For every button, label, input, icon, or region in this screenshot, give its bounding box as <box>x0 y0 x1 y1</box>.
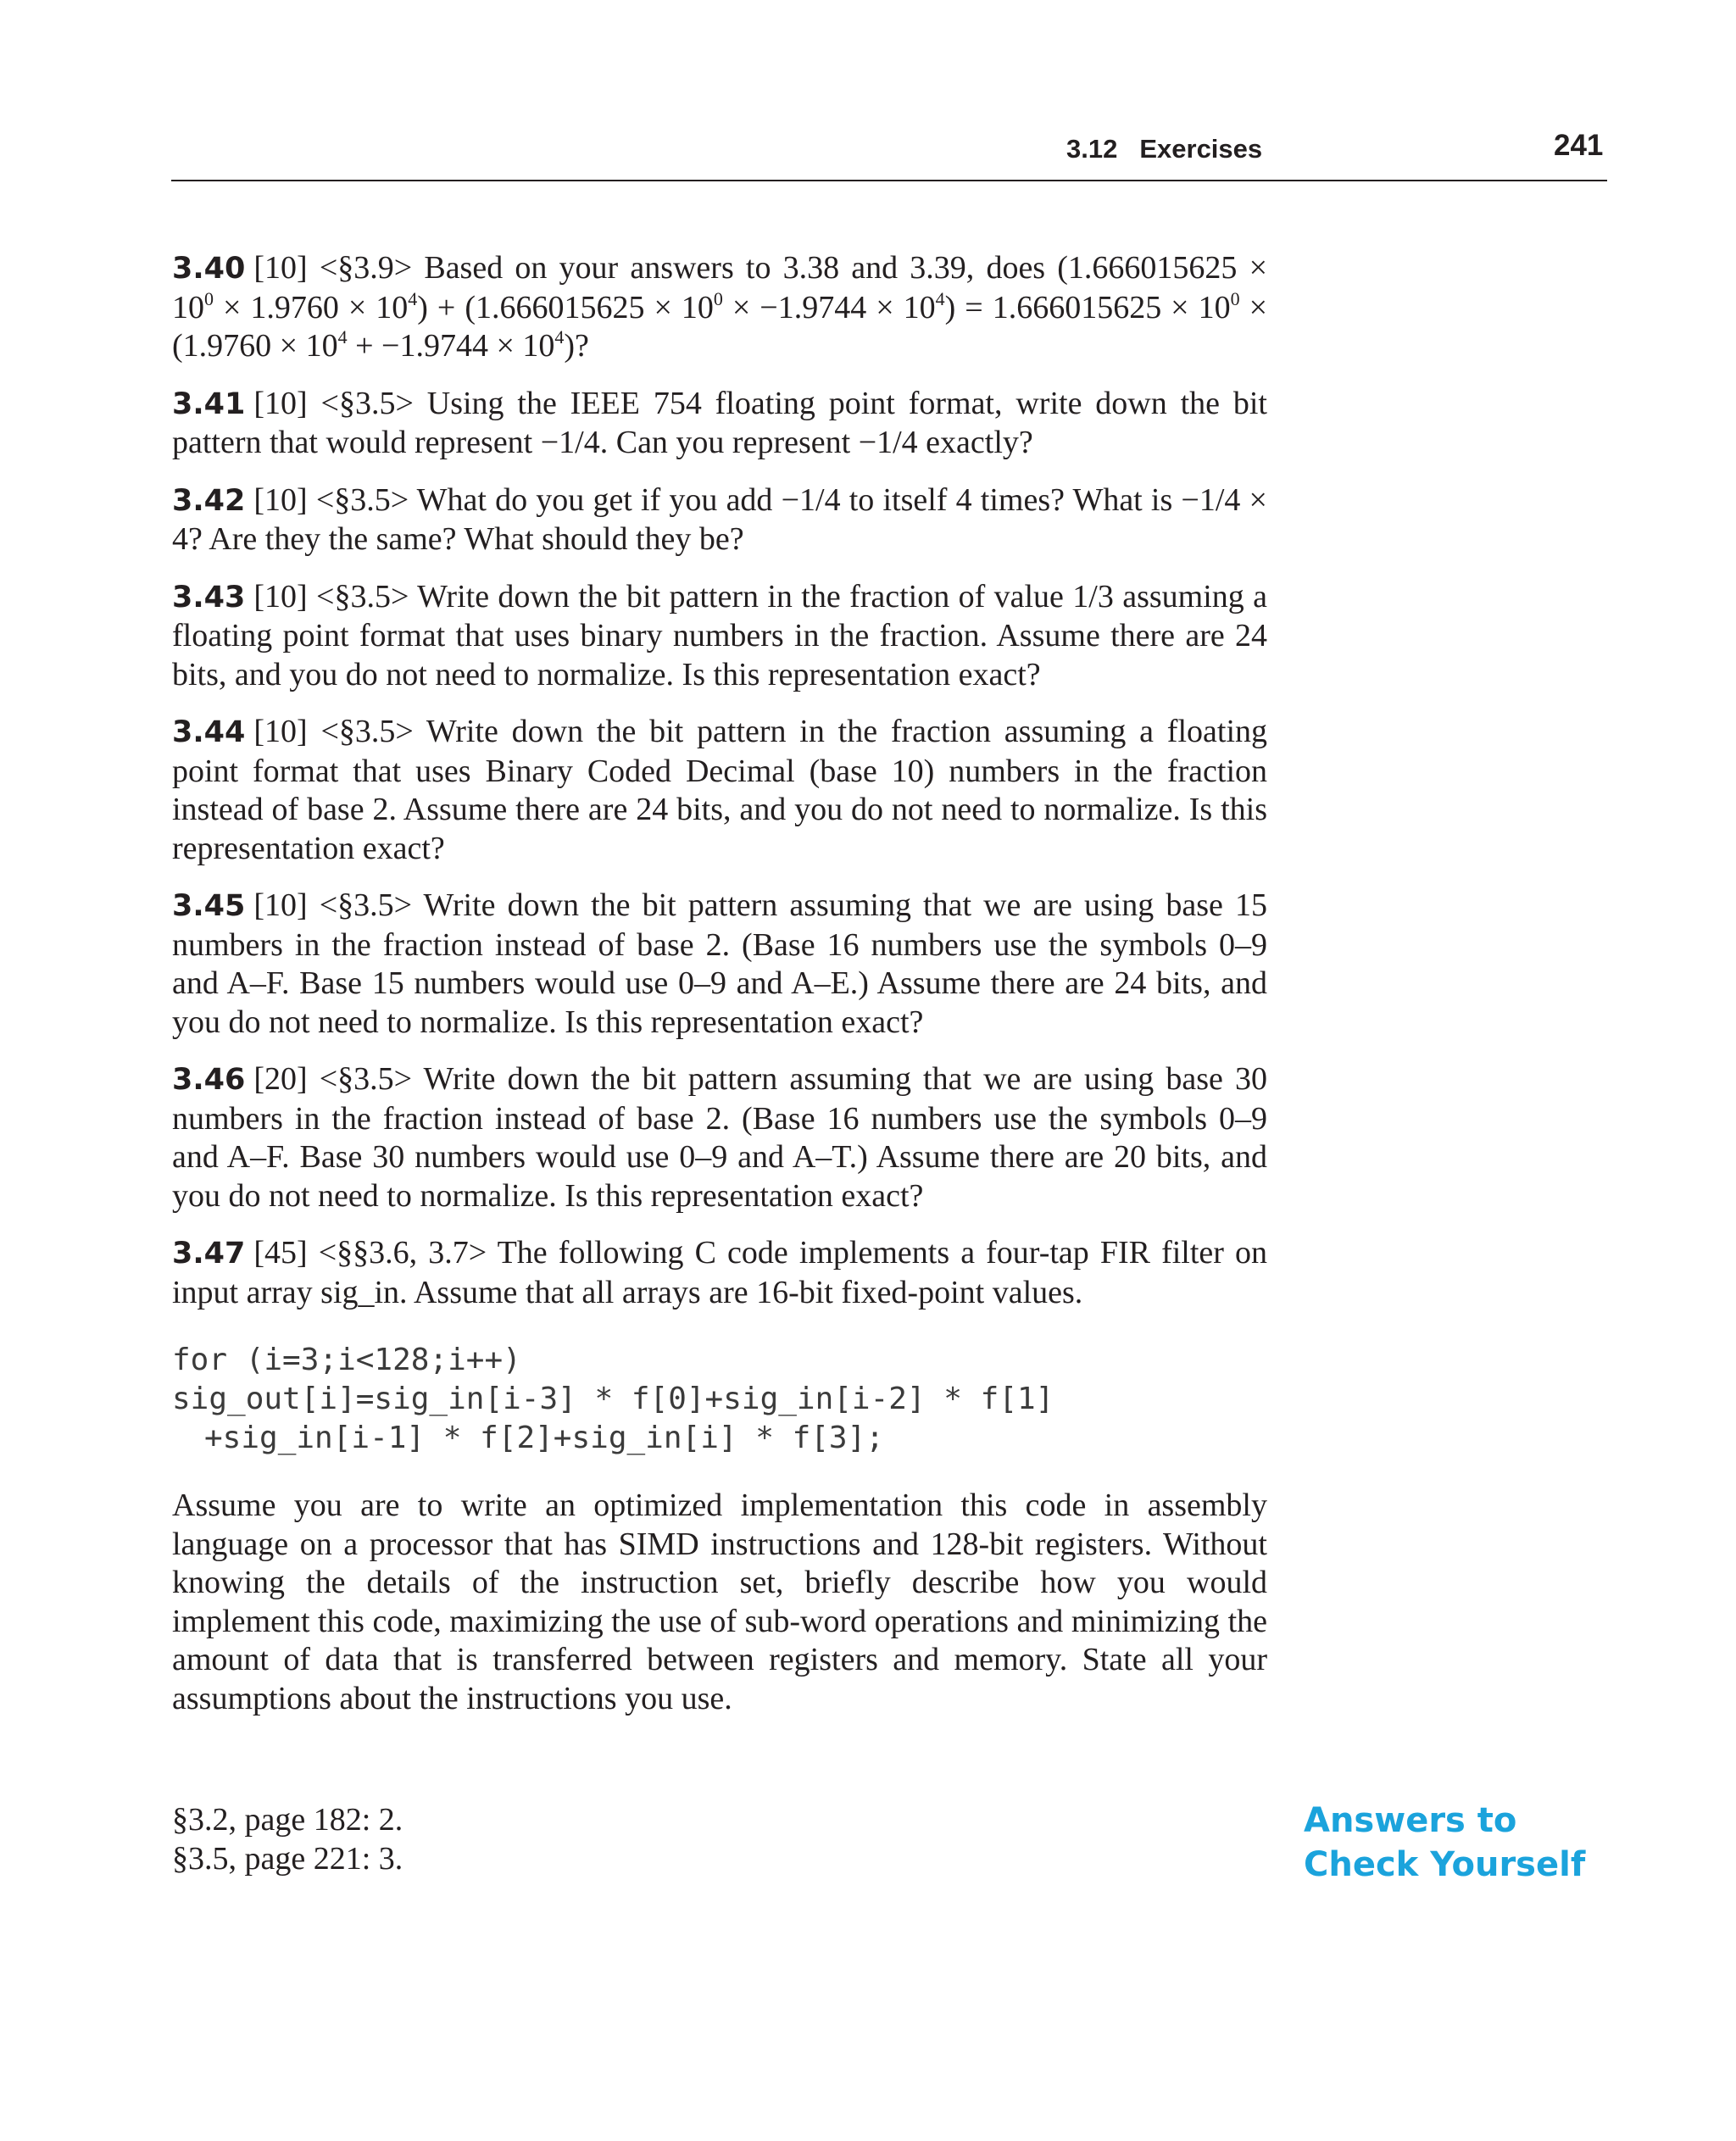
exercise-text: [10] <§3.5> Write down the bit pattern assuming that we are using base 15 numbers in the fraction instead of base 2. (Base 16 numbers use the symbols 0–9 and A–F. Base 15 numbers would use 0–9 and A–E.) Assume there are 24 bits, and you do not need to normalize. Is this representation exact? <box>172 887 1267 1040</box>
exercise-list <box>172 249 1267 1718</box>
exercise-number: 3.40 <box>172 252 246 286</box>
exercise-3-41 <box>172 385 1267 463</box>
exercise-text: [45] <§§3.6, 3.7> The following C code implements a four-tap FIR filter on input array sig_in. Assume that all arrays are 16-bit fixed-point values. <box>172 1235 1267 1310</box>
exercise-number: 3.45 <box>172 889 246 923</box>
exercise-3-40: 3.40 [10] <§3.9> Based on your answers to 3.38 and 3.39, does $(1.666015625 \times 10^0 \times 1.9760 \times 10^4) + (1.666015625 \times 10^0 \times -1.9744 \times 10^4) = 1.666015625 \times 10^0 \times (1.9760 \times 10^4 + -1.9744 \times 10^4)$? <box>172 250 1268 364</box>
closing-paragraph: Assume you are to write an optimized implementation this code in assembly language on a processor that has SIMD instructions and 128-bit registers. Without knowing the details of the instruction set, briefly describe how you would implement this code, maximizing the use of sub-word operations and minimizing the amount of data that is transferred between registers and memory. State all your assumptions about the instructions you use. <box>172 1488 1267 1716</box>
exercise-number: 3.44 <box>172 715 246 749</box>
section-heading <box>1066 134 1262 164</box>
exercise-3-42 <box>172 481 1267 559</box>
exercise-number: 3.41 <box>172 386 246 421</box>
answers-list <box>172 1800 403 1878</box>
running-header <box>0 127 1736 170</box>
exercise-text: [20] <§3.5> Write down the bit pattern assuming that we are using base 30 numbers in the fraction instead of base 2. (Base 16 numbers use the symbols 0–9 and A–F. Base 30 numbers would use 0–9 and A–T.) Assume there are 20 bits, and you do not need to normalize. Is this representation exact? <box>172 1061 1267 1214</box>
answer-line: §3.5, page 221: 3. <box>172 1841 403 1877</box>
exercise-text: [10] <§3.5> Write down the bit pattern in the fraction of value 1/3 assuming a floating point format that uses binary numbers in the fraction. Assume there are 24 bits, and you do not need to normalize. Is this representation exact? <box>172 578 1267 692</box>
exercise-text: [10] <§3.5> Write down the bit pattern in the fraction assuming a floating point format that uses Binary Coded Decimal (base 10) numbers in the fraction instead of base 2. Assume there are 24 bits, and you do not need to normalize. Is this representation exact? <box>172 714 1267 866</box>
exercise-3-43 <box>172 578 1267 695</box>
exercise-text: [10] <§3.5> What do you get if you add −1/4 to itself 4 times? What is −1/4 × 4? Are they the same? What should they be? <box>172 481 1267 557</box>
exercise-number: 3.47 <box>172 1237 246 1271</box>
exercise-3-44 <box>172 713 1267 868</box>
code-line-indented: +sig_in[i-1] * f[2]+sig_in[i] * f[3]; <box>204 1421 884 1455</box>
answers-to-check-yourself-heading: Answers to Check Yourself <box>1304 1801 1586 1884</box>
code-block <box>172 1341 1267 1458</box>
exercise-number: 3.46 <box>172 1063 246 1097</box>
exercise-text: [10] <§3.5> Using the IEEE 754 floating point format, write down the bit pattern that would represent −1/4. Can you represent −1/4 exactly? <box>172 385 1267 460</box>
answer-line: §3.2, page 182: 2. <box>172 1802 403 1838</box>
section-number: 3.12 <box>1066 134 1118 164</box>
exercise-3-46 <box>172 1060 1267 1215</box>
header-rule <box>171 180 1607 181</box>
exercise-number: 3.43 <box>172 580 246 614</box>
page-number: 241 <box>1554 129 1604 162</box>
code-line: for (i=3;i<128;i++) <box>172 1343 521 1377</box>
code-line: sig_out[i]=sig_in[i-3] * f[0]+sig_in[i-2] * f[1] <box>172 1382 1054 1416</box>
exercise-3-45 <box>172 887 1267 1042</box>
exercise-number: 3.42 <box>172 483 246 518</box>
section-title: Exercises <box>1139 134 1263 164</box>
exercise-3-47 <box>172 1234 1267 1312</box>
